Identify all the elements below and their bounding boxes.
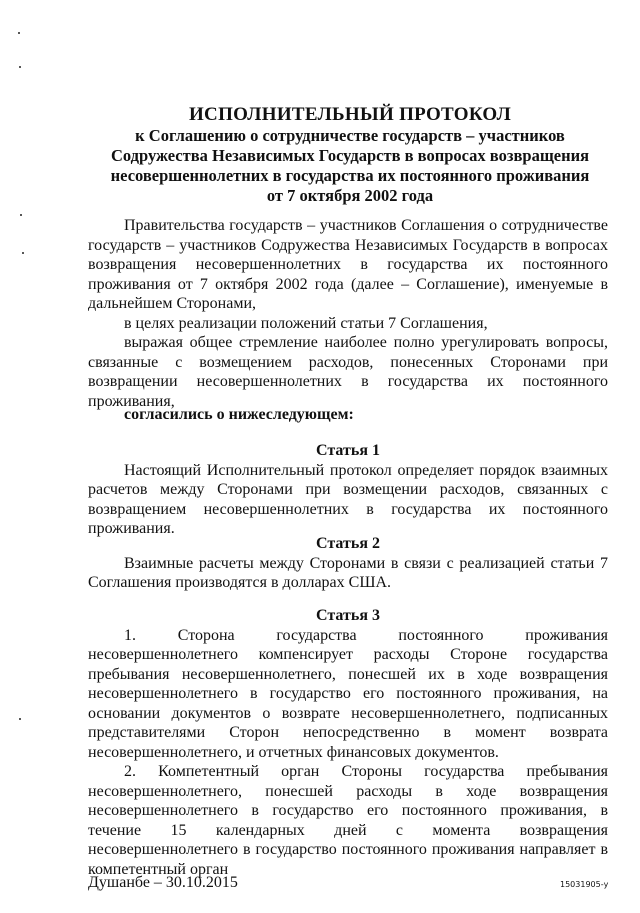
scan-speck xyxy=(19,718,21,720)
scan-speck xyxy=(20,214,22,216)
footer-code: 15031905-у xyxy=(560,880,609,889)
article-paragraph: Взаимные расчеты между Сторонами в связи с реализацией статьи 7 Соглашения производятся в долларах США. xyxy=(88,554,608,591)
article-heading: Статья 1 xyxy=(316,442,380,459)
article-paragraph: Настоящий Исполнительный протокол определяет порядок взаимных расчетов между Сторонами при возмещении расходов, связанных с возвращением несовершеннолетних в государства их постоянного проживания. xyxy=(88,461,608,537)
preamble-paragraph: Правительства государств – участников Соглашения о сотрудничестве государств – участников Содружества Независимых Государств в вопросах возвращения несовершеннолетних в государства их постоянного проживания от 7 октября 2002 года (далее – Соглашение), именуемые в дальнейшем Сторонами, xyxy=(88,217,608,312)
article-paragraph: 1. Сторона государства постоянного проживания несовершеннолетнего компенсирует расходы Стороне государства пребывания несовершеннолетнего, понесшей их в ходе возвращения несовершеннолетнего в государство его постоянного проживания, на основании документов о возврате несовершеннолетнего, подписанных представителями Сторон непосредственно в момент возврата несовершеннолетнего, и отчетных финансовых документов. xyxy=(88,626,608,761)
document-subtitle-line: Содружества Независимых Государств в вопросах возвращения xyxy=(110,146,590,165)
preamble xyxy=(88,216,608,411)
article-heading: Статья 2 xyxy=(316,535,380,552)
article-paragraph: 2. Компетентный орган Стороны государства пребывания несовершеннолетнего, понесшей расходы в ходе возвращения несовершеннолетнего в государство его постоянного проживания, в течение 15 календарных дней с момента возвращения несовершеннолетнего в государство постоянного проживания направляет в компетентный орган xyxy=(88,763,608,878)
scan-speck xyxy=(19,66,21,68)
article-3 xyxy=(88,606,608,879)
document-subtitle-line: несовершеннолетних в государства их постоянного проживания xyxy=(110,166,590,185)
document-subtitle-line: от 7 октября 2002 года xyxy=(266,186,434,205)
document-title-block xyxy=(80,104,620,206)
document-title: ИСПОЛНИТЕЛЬНЫЙ ПРОТОКОЛ xyxy=(188,104,512,125)
agreed-statement: согласились о нижеследующем: xyxy=(124,406,354,423)
article-2 xyxy=(88,534,608,593)
article-heading: Статья 3 xyxy=(316,607,380,624)
agreed-line xyxy=(88,405,608,425)
article-1 xyxy=(88,441,608,539)
scan-speck xyxy=(22,252,24,254)
scan-speck xyxy=(18,32,20,34)
footer-place-date: Душанбе – 30.10.2015 xyxy=(88,874,238,891)
preamble-paragraph: выражая общее стремление наиболее полно урегулировать вопросы, связанные с возмещением расходов, понесенных Сторонами при возвращении несовершеннолетних в государства их постоянного проживания, xyxy=(88,334,608,410)
preamble-paragraph: в целях реализации положений статьи 7 Соглашения, xyxy=(124,314,488,332)
document-subtitle-line: к Соглашению о сотрудничестве государств – участников xyxy=(135,126,565,145)
